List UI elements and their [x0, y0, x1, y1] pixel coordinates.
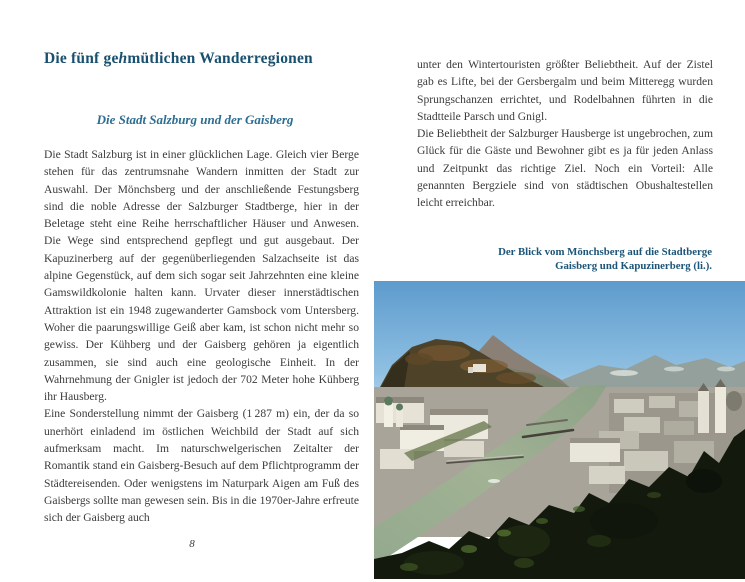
- salzburg-city-photo: [374, 281, 745, 579]
- photo-caption-line1: Der Blick vom Mönchsberg auf die Stadtberge: [498, 246, 712, 258]
- right-page-body: [417, 56, 713, 212]
- photo-caption: [382, 246, 712, 273]
- section-subheading: Die Stadt Salzburg und der Gaisberg: [96, 112, 294, 127]
- chapter-heading-emphasis: h: [118, 50, 128, 67]
- left-page-body: [44, 146, 359, 527]
- chapter-heading: [44, 50, 374, 68]
- chapter-heading-post: mütlichen Wanderregionen: [127, 50, 313, 67]
- page-number: 8: [189, 538, 195, 550]
- paragraph: Die Stadt Salzburg ist in einer glücklichen Lage. Gleich vier Berge stehen für das zentrumsnahe Wandern inmitten der Stadt zur Auswahl. Der Mönchsberg und der anschließende Festungsberg sind die noble Adresse der Salzburger Stadtberge, hier in der Beletage steht eine Reihe herrschaftlicher Häuser und Anwesen. Die Wege sind entsprechend gepflegt und gut ausgebaut. Der Kapuzinerberg auf der gegenüberliegenden Salzachseite ist das alpine Gegenstück, auf dem sich sogar seit Jahrzehnten eine kleine Gamswildkolonie halten kann. Urvater dieser innerstädtischen Attraktion ist ein 1948 zugewanderter Gamsbock vom Untersberg. Woher die paarungswillige Geiß aber kam, ist schon nicht mehr so gewiss. Der Kühberg und der Gaisberg gehören ja eigentlich zusammen, sie sind auch eine geologische Einheit. In der Wahrnehmung der Gnigler ist jedoch der 702 Meter hohe Kühberg ihr Hausberg.: [44, 148, 359, 404]
- paragraph: Eine Sonderstellung nimmt der Gaisberg (1 287 m) ein, der da so unerhört einladend im östlichen Weichbild der Stadt auf sich aufmerksam macht. Im naturschwelgerischen Zeitalter der Romantik stand ein Gaisberg-Besuch auf dem Pflichtprogramm der Städtereisenden. Oder wenigstens im Naturpark Aigen am Fuß des Gaisbergs sollte man gewesen sein. Bis in die 1970er-Jahre erfreute sich der Gaisberg auch: [44, 407, 359, 525]
- paragraph: unter den Wintertouristen größter Beliebtheit. Auf der Zistel gab es Lifte, bei der Gersbergalm und beim Mitteregg wurden Sprungschanzen errichtet, und Rodelbahnen führten in die Stadtteile Parsch und Gnigl.: [417, 58, 713, 123]
- paragraph: Die Beliebtheit der Salzburger Hausberge ist ungebrochen, zum Glück für die Gäste und Bewohner gibt es ja für jeden Anlass und Zeitpunkt das richtige Ziel. Noch ein Vorteil: Alle genannten Bergziele sind von städtischen Obushaltestellen leicht erreichbar.: [417, 127, 713, 210]
- photo-caption-line2: Gaisberg und Kapuzinerberg (li.).: [555, 259, 712, 272]
- chapter-heading-pre: Die fünf ge: [44, 50, 119, 67]
